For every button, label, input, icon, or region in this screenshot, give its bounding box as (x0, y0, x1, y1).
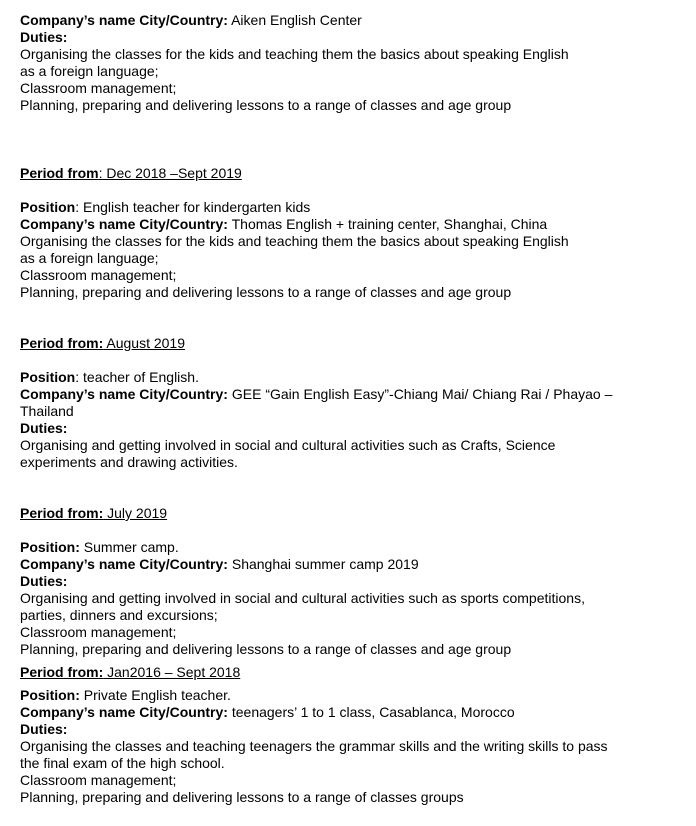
company-line (20, 556, 676, 573)
duty-line: Planning, preparing and delivering lessons to a range of classes groups (20, 789, 464, 805)
company-value: Shanghai summer camp 2019 (227, 556, 419, 572)
position-label: Position (20, 687, 76, 703)
duty-line: as a foreign language; (20, 63, 159, 79)
duty-line: as a foreign language; (20, 250, 159, 266)
duty-line: Organising the classes for the kids and teaching them the basics about speaking English (20, 233, 569, 249)
company-value: Thomas English + training center, Shanghai, China (227, 216, 548, 232)
period-line: Period from: Jan2016 – Sept 2018 (20, 664, 241, 680)
duty-line: experiments and drawing activities. (20, 454, 238, 470)
duty-line: Organising and getting involved in social and cultural activities such as sports competitions, (20, 590, 585, 606)
line-gap (20, 522, 676, 539)
duty-line: parties, dinners and excursions; (20, 607, 218, 623)
duty-line: Organising the classes and teaching teenagers the grammar skills and the writing skills to pass (20, 738, 608, 754)
period-value: July 2019 (103, 505, 168, 521)
duties-label: Duties: (20, 721, 68, 737)
position-value: teacher of English. (79, 369, 199, 385)
company-line-cont: Thailand (20, 403, 74, 419)
duty-line: Planning, preparing and delivering lessons to a range of classes and age group (20, 284, 512, 300)
section-gap (20, 471, 676, 505)
duties-label: Duties: (20, 29, 68, 45)
duty-line: Classroom management; (20, 624, 177, 640)
duty-line: Classroom management; (20, 80, 177, 96)
section-gap (20, 114, 676, 165)
period-label: Period from (20, 664, 99, 680)
position-line: Position: teacher of English. (20, 369, 199, 385)
duty-line: Classroom management; (20, 772, 177, 788)
position-label: Position (20, 539, 76, 555)
period-label: Period from (20, 165, 99, 181)
position-line: Position: Private English teacher. (20, 687, 231, 703)
position-label: Position (20, 369, 76, 385)
company-value: teenagers’ 1 to 1 class, Casablanca, Morocco (227, 704, 515, 720)
duty-line: the final exam of the high school. (20, 755, 225, 771)
position-value: Summer camp. (79, 539, 179, 555)
company-line (20, 704, 676, 721)
duty-line: Organising and getting involved in social and cultural activities such as Crafts, Science (20, 437, 556, 453)
duty-line: Planning, preparing and delivering lessons to a range of classes and age group (20, 97, 512, 113)
company-value: GEE “Gain English Easy”-Chiang Mai/ Chiang Rai / Phayao – (227, 386, 613, 402)
period-line: Period from: Dec 2018 –Sept 2019 (20, 165, 242, 181)
position-line: Position: Summer camp. (20, 539, 179, 555)
period-value: August 2019 (103, 335, 185, 351)
period-line: Period from: August 2019 (20, 335, 185, 351)
company-line (20, 216, 676, 233)
period-value: Jan2016 – Sept 2018 (103, 664, 241, 680)
company-line (20, 12, 676, 29)
position-label: Position (20, 199, 76, 215)
duty-line: Classroom management; (20, 267, 177, 283)
position-value: English teacher for kindergarten kids (79, 199, 311, 215)
company-label: Company’s name City/Country: (20, 704, 228, 720)
section-gap (20, 301, 676, 335)
position-line: Position: English teacher for kindergarten kids (20, 199, 311, 215)
position-value: Private English teacher. (79, 687, 231, 703)
period-label: Period from (20, 505, 99, 521)
duties-label: Duties: (20, 420, 68, 436)
period-label: Period from (20, 335, 99, 351)
company-label: Company’s name City/Country: (20, 556, 228, 572)
period-value: Dec 2018 –Sept 2019 (102, 165, 242, 181)
company-label: Company’s name City/Country: (20, 12, 228, 28)
company-label: Company’s name City/Country: (20, 386, 228, 402)
duties-label: Duties: (20, 573, 68, 589)
duty-line: Organising the classes for the kids and teaching them the basics about speaking English (20, 46, 569, 62)
line-gap (20, 182, 676, 199)
company-label: Company’s name City/Country: (20, 216, 228, 232)
company-line (20, 386, 676, 403)
duty-line: Planning, preparing and delivering lessons to a range of classes and age group (20, 641, 512, 657)
cv-work-experience (20, 12, 676, 806)
company-value: Aiken English Center (231, 12, 362, 28)
line-gap (20, 352, 676, 369)
period-line: Period from: July 2019 (20, 505, 168, 521)
